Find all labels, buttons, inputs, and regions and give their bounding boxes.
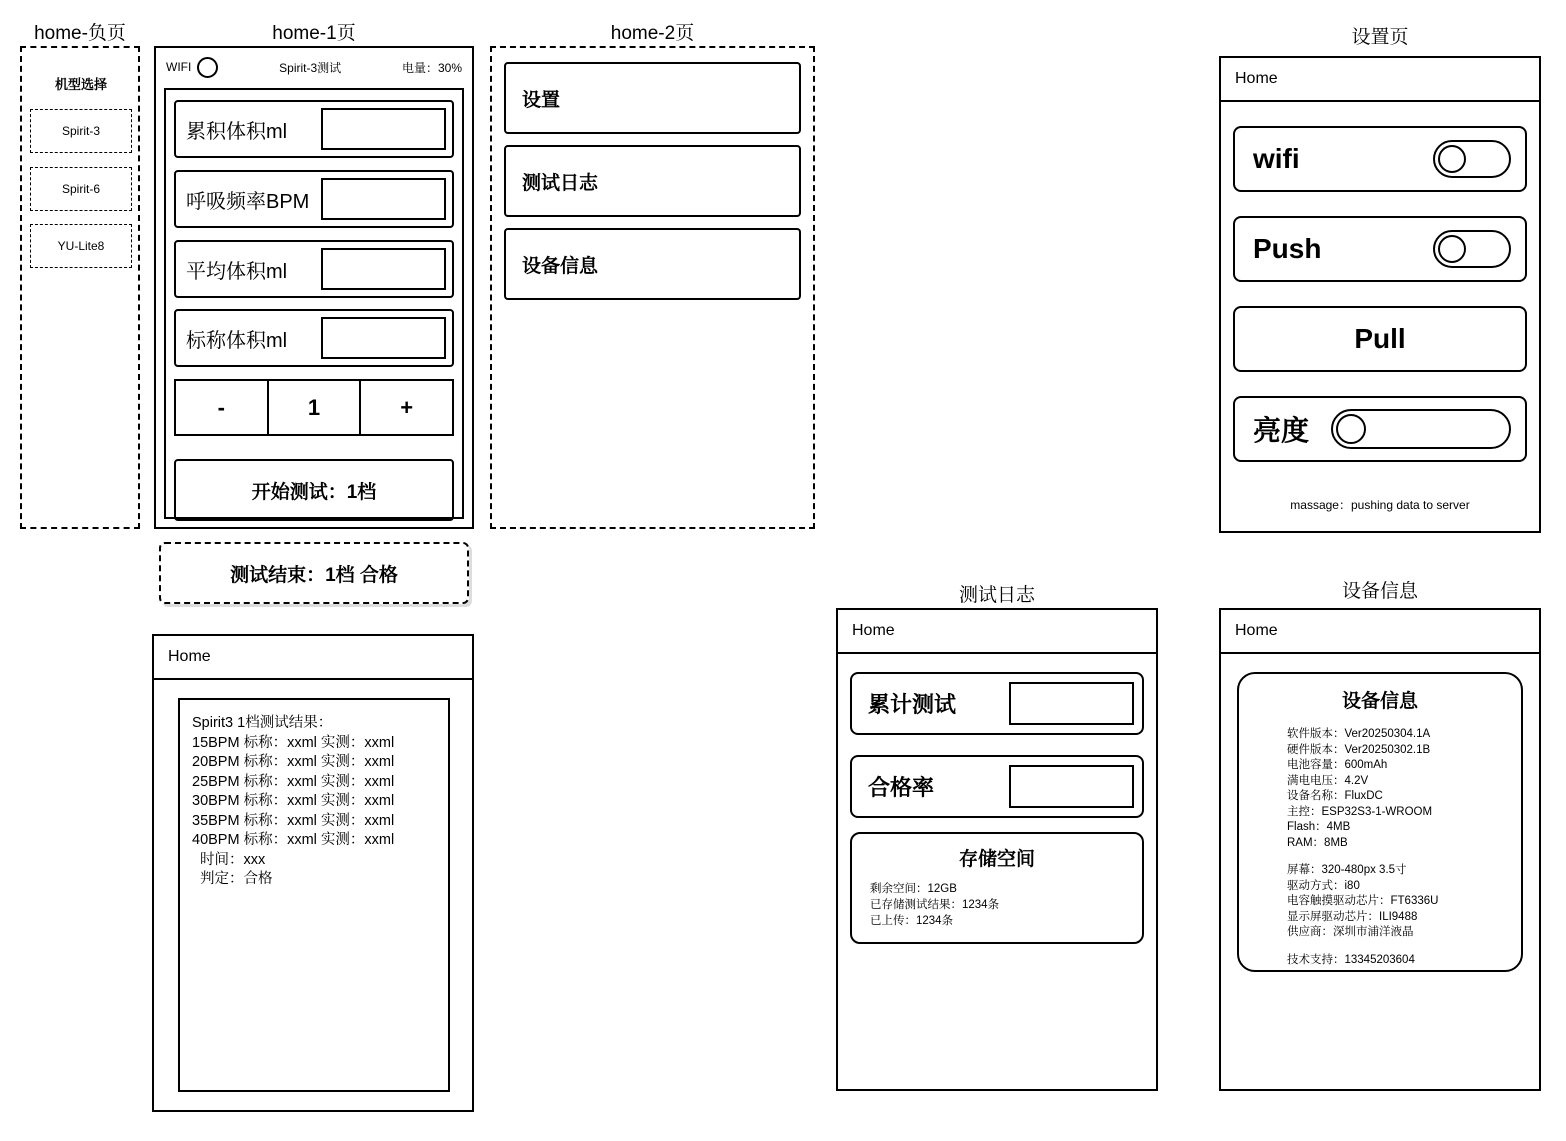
storage-line: 剩余空间：12GB: [870, 883, 957, 895]
log-home-label[interactable]: Home: [838, 610, 1156, 654]
push-toggle-knob: [1438, 235, 1466, 263]
row-cumulative-volume[interactable]: [174, 100, 454, 158]
wifi-label: WIFI: [166, 60, 192, 74]
stepper-value: 1: [267, 381, 360, 434]
device-line: 硬件版本：Ver20250302.1B: [1287, 743, 1431, 756]
result-line: 40BPM 标称：xxml 实测：xxml: [192, 832, 395, 848]
row-label-cumulative-volume: 累积体积ml: [186, 120, 288, 143]
log-value-pass-rate[interactable]: [1009, 765, 1134, 808]
device-line: 驱动方式：i80: [1287, 879, 1360, 892]
device-line: 显示屏驱动芯片：ILI9488: [1287, 910, 1418, 923]
device-card-title: 设备信息: [1341, 691, 1418, 712]
device-line: 满电电压：4.2V: [1287, 774, 1369, 787]
result-line: 20BPM 标称：xxml 实测：xxml: [192, 754, 395, 770]
row-label-nominal-volume: 标称体积ml: [186, 329, 288, 352]
result-line: 30BPM 标称：xxml 实测：xxml: [192, 793, 395, 809]
device-line: 技术支持：13345203604: [1287, 953, 1415, 966]
row-label-breath-rate: 呼吸频率BPM: [186, 190, 310, 213]
device-home-label[interactable]: Home: [1221, 610, 1539, 654]
device-line: Flash：4MB: [1287, 821, 1351, 833]
storage-line: 已上传：1234条: [870, 915, 954, 927]
brightness-slider-knob[interactable]: [1336, 414, 1366, 444]
result-line: 15BPM 标称：xxml 实测：xxml: [192, 734, 395, 751]
panel-title-settings: 设置页: [1351, 27, 1409, 48]
panel-title-neg-page: home-负页: [34, 23, 126, 44]
device-line: 电池容量：600mAh: [1287, 759, 1388, 771]
panel-title-home1: home-1页: [272, 23, 356, 44]
home1-frame: [154, 46, 474, 529]
panel-title-log: 测试日志: [958, 585, 1035, 606]
device-info-card: [1237, 672, 1523, 972]
storage-line: 已存储测试结果：1234条: [870, 899, 1000, 911]
start-test-button[interactable]: 开始测试：1档: [174, 459, 454, 521]
row-nominal-volume[interactable]: [174, 309, 454, 367]
row-value-breath-rate[interactable]: [321, 178, 446, 220]
wifi-toggle[interactable]: [1433, 140, 1511, 178]
device-divider: [1239, 851, 1521, 863]
menu-item-device-info[interactable]: 设备信息: [504, 228, 801, 300]
result-line: 时间：xxx: [192, 851, 266, 868]
neg-page-frame: [20, 46, 140, 529]
setting-label-wifi: wifi: [1253, 143, 1300, 174]
result-home-label[interactable]: Home: [154, 636, 472, 680]
device-line: 供应商：深圳市浦洋液晶: [1287, 926, 1414, 938]
result-line: 35BPM 标称：xxml 实测：xxml: [192, 812, 395, 829]
status-title: Spirit-3测试: [279, 60, 342, 75]
settings-home-label[interactable]: Home: [1221, 58, 1539, 102]
home1-content: [164, 88, 464, 519]
setting-label-brightness: 亮度: [1253, 415, 1310, 446]
device-line: 电容触摸驱动芯片：FT6336U: [1287, 895, 1439, 907]
setting-row-pull[interactable]: [1233, 306, 1527, 372]
model-option-yu-lite8[interactable]: YU-Lite8: [30, 224, 132, 268]
wifi-toggle-knob: [1438, 145, 1466, 173]
log-value-total-tests[interactable]: [1009, 682, 1134, 725]
model-option-spirit-3[interactable]: Spirit-3: [30, 109, 132, 153]
storage-card: [850, 832, 1144, 944]
menu-item-test-log[interactable]: 测试日志: [504, 145, 801, 217]
setting-label-pull: Pull: [1354, 323, 1406, 354]
setting-row-wifi[interactable]: [1233, 126, 1527, 192]
result-screen: [152, 634, 474, 1112]
result-line: 判定：合格: [192, 871, 273, 887]
device-line: 主控：ESP32S3-1-WROOM: [1287, 805, 1433, 818]
settings-message: massage：pushing data to server: [1290, 498, 1470, 512]
push-toggle[interactable]: [1433, 230, 1511, 268]
log-row-pass-rate[interactable]: [850, 755, 1144, 818]
log-label-total-tests: 累计测试: [868, 692, 957, 717]
device-line: 屏幕：320-480px 3.5寸: [1287, 864, 1407, 876]
device-divider: [1239, 941, 1521, 953]
home2-frame: [490, 46, 815, 529]
end-test-banner[interactable]: 测试结束：1档 合格: [159, 542, 469, 604]
row-breath-rate[interactable]: [174, 170, 454, 228]
log-label-pass-rate: 合格率: [868, 775, 935, 800]
battery-label: 电量：30%: [401, 60, 462, 75]
setting-row-brightness[interactable]: [1233, 396, 1527, 462]
device-line: 设备名称：FluxDC: [1287, 790, 1383, 802]
test-log-screen: [836, 608, 1158, 1091]
model-option-spirit-6[interactable]: Spirit-6: [30, 167, 132, 211]
menu-item-settings[interactable]: 设置: [504, 62, 801, 134]
stepper-minus-button[interactable]: -: [217, 394, 225, 420]
row-value-nominal-volume[interactable]: [321, 317, 446, 359]
setting-row-push[interactable]: [1233, 216, 1527, 282]
stepper-plus-button[interactable]: +: [359, 381, 452, 434]
row-value-cumulative-volume[interactable]: [321, 108, 446, 150]
row-label-average-volume: 平均体积ml: [186, 260, 288, 283]
panel-title-home2: home-2页: [610, 23, 695, 44]
setting-label-push: Push: [1253, 233, 1322, 264]
device-info-screen: [1219, 608, 1541, 1091]
model-select-header: 机型选择: [30, 68, 132, 98]
level-stepper: [174, 379, 454, 436]
brightness-slider[interactable]: [1331, 409, 1511, 449]
result-line: 25BPM 标称：xxml 实测：xxml: [192, 773, 395, 790]
settings-screen: [1219, 56, 1541, 533]
wifi-circle-icon: [197, 57, 218, 78]
device-line: 软件版本：Ver20250304.1A: [1287, 728, 1431, 740]
device-line: RAM：8MB: [1287, 836, 1348, 849]
status-bar: [156, 48, 472, 86]
log-row-total-tests[interactable]: [850, 672, 1144, 735]
result-text-block: [178, 698, 450, 1092]
panel-title-device: 设备信息: [1341, 581, 1418, 602]
row-value-average-volume[interactable]: [321, 248, 446, 290]
storage-card-title: 存储空间: [958, 849, 1035, 870]
row-average-volume[interactable]: [174, 240, 454, 298]
result-line: Spirit3 1档测试结果：: [192, 715, 333, 731]
